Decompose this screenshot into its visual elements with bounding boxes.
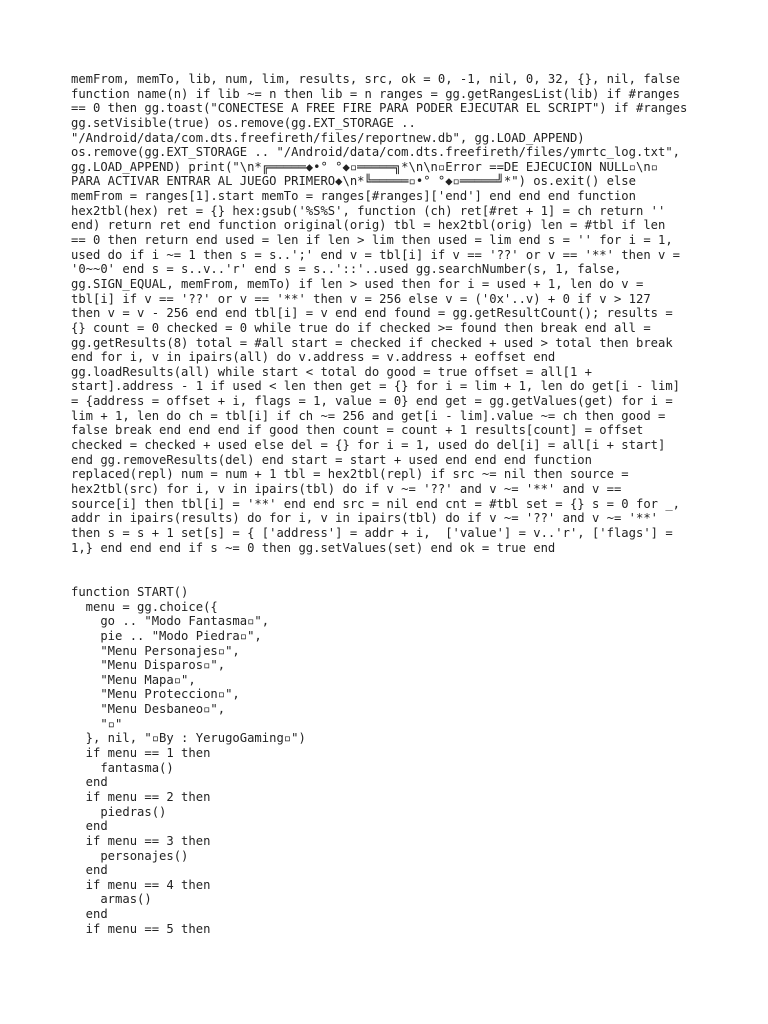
code-line: 1,} end end end if s ~= 0 then gg.setValues(set) end ok = true end bbox=[71, 540, 556, 555]
code-line: hex2tbl(hex) ret = {} hex:gsub('%S%S', function (ch) ret[#ret + 1] = ch return '' bbox=[71, 203, 666, 218]
code-line: "Menu Desbaneo▫", bbox=[71, 702, 226, 717]
code-line: if menu == 1 then bbox=[71, 746, 211, 761]
code-line: == 0 then gg.toast("CONECTESE A FREE FIRE PARA PODER EJECUTAR EL SCRIPT") if #ranges bbox=[71, 101, 688, 116]
code-line: source[i] then tbl[i] = '**' end end src = nil end cnt = #tbl set = {} s = 0 for _, bbox=[71, 496, 681, 511]
code-line: memFrom = ranges[1].start memTo = ranges[#ranges]['end'] end end end function bbox=[71, 189, 636, 204]
code-line: function START() bbox=[71, 585, 189, 599]
code-line: used do if i ~= 1 then s = s..';' end v = tbl[i] if v == '??' or v == '**' then v = bbox=[71, 247, 681, 262]
code-line: armas() bbox=[71, 892, 152, 907]
code-line: personajes() bbox=[71, 848, 189, 863]
code-line: PARA ACTIVAR ENTRAR AL JUEGO PRIMERO◆\n*╚═════▫•° °◆▫═════╝*") os.exit() else bbox=[71, 174, 636, 189]
code-line: start].address - 1 if used < len then get = {} for i = lim + 1, len do get[i - lim] bbox=[71, 379, 681, 394]
code-line: lim + 1, len do ch = tbl[i] if ch ~= 256 and get[i - lim].value ~= ch then good = bbox=[71, 408, 666, 423]
code-line: "▫" bbox=[71, 716, 123, 731]
code-line: '0~~0' end s = s..v..'r' end s = s..'::'..used gg.searchNumber(s, 1, false, bbox=[71, 262, 622, 277]
code-line: gg.getResults(8) total = #all start = checked if checked + used > total then break bbox=[71, 335, 673, 350]
code-line: end gg.removeResults(del) end start = start + used end end end function bbox=[71, 452, 592, 467]
code-line: function name(n) if lib ~= n then lib = n ranges = gg.getRangesList(lib) if #ranges bbox=[71, 86, 681, 101]
code-line: replaced(repl) num = num + 1 tbl = hex2tbl(repl) if src ~= nil then source = bbox=[71, 467, 629, 482]
code-line: "Menu Disparos▫", bbox=[71, 658, 226, 673]
code-line: gg.SIGN_EQUAL, memFrom, memTo) if len > used then for i = used + 1, len do v = bbox=[71, 276, 644, 291]
code-line: if menu == 2 then bbox=[71, 789, 211, 804]
code-line: gg.LOAD_APPEND) print("\n*╔═════◆•° °◆▫═════╗*\n\n▫Error ==DE EJECUCION NULL▫\n▫ bbox=[71, 159, 658, 174]
code-line: menu = gg.choice({ bbox=[71, 599, 218, 614]
code-line: == 0 then return end used = len if len > lim then used = lim end s = '' for i = 1, bbox=[71, 233, 673, 248]
code-line: gg.setVisible(true) os.remove(gg.EXT_STORAGE .. bbox=[71, 115, 416, 130]
code-line: then s = s + 1 set[s] = { ['address'] = addr + i, ['value'] = v..'r', ['flags'] = bbox=[71, 525, 673, 540]
code-line: piedras() bbox=[71, 804, 167, 819]
code-block-library-functions bbox=[71, 72, 687, 555]
code-line: "Menu Personajes▫", bbox=[71, 643, 240, 658]
code-line: os.remove(gg.EXT_STORAGE .. "/Android/data/com.dts.freefireth/files/ymrtc_log.txt", bbox=[71, 145, 681, 160]
code-line: end bbox=[71, 907, 108, 922]
code-line: false break end end end if good then count = count + 1 results[count] = offset bbox=[71, 423, 644, 438]
code-line: = {address = offset + i, flags = 1, value = 0} end get = gg.getValues(get) for i = bbox=[71, 394, 673, 409]
code-line: fantasma() bbox=[71, 760, 174, 775]
code-line: end bbox=[71, 819, 108, 834]
code-line: "Menu Mapa▫", bbox=[71, 672, 196, 687]
code-line: memFrom, memTo, lib, num, lim, results, src, ok = 0, -1, nil, 0, 32, {}, nil, false bbox=[71, 72, 681, 86]
code-line: gg.loadResults(all) while start < total do good = true offset = all[1 + bbox=[71, 364, 592, 379]
code-line: if menu == 4 then bbox=[71, 877, 211, 892]
code-line: "/Android/data/com.dts.freefireth/files/reportnew.db", gg.LOAD_APPEND) bbox=[71, 130, 585, 145]
code-line: pie .. "Modo Piedra▫", bbox=[71, 628, 262, 643]
code-line: end bbox=[71, 863, 108, 878]
code-line: "Menu Proteccion▫", bbox=[71, 687, 240, 702]
code-line: end for i, v in ipairs(all) do v.address = v.address + eoffset end bbox=[71, 350, 556, 365]
code-line: checked = checked + used else del = {} for i = 1, used do del[i] = all[i + start] bbox=[71, 438, 666, 453]
code-line: if menu == 5 then bbox=[71, 921, 211, 936]
code-line: then v = v - 256 end end tbl[i] = v end end found = gg.getResultCount(); results = bbox=[71, 306, 673, 321]
code-line: tbl[i] if v == '??' or v == '**' then v = 256 else v = ('0x'..v) + 0 if v > 127 bbox=[71, 291, 651, 306]
code-line: if menu == 3 then bbox=[71, 833, 211, 848]
code-line: end) return ret end function original(orig) tbl = hex2tbl(orig) len = #tbl if len bbox=[71, 218, 666, 233]
code-line: addr in ipairs(results) do for i, v in ipairs(tbl) do if v ~= '??' and v ~= '**' bbox=[71, 511, 658, 526]
code-line: hex2tbl(src) for i, v in ipairs(tbl) do if v ~= '??' and v ~= '**' and v == bbox=[71, 481, 622, 496]
code-line: go .. "Modo Fantasma▫", bbox=[71, 614, 270, 629]
code-line: end bbox=[71, 775, 108, 790]
code-line: {} count = 0 checked = 0 while true do if checked >= found then break end all = bbox=[71, 320, 651, 335]
code-block-start-function bbox=[71, 585, 306, 936]
code-line: }, nil, "▫By : YerugoGaming▫") bbox=[71, 731, 306, 746]
